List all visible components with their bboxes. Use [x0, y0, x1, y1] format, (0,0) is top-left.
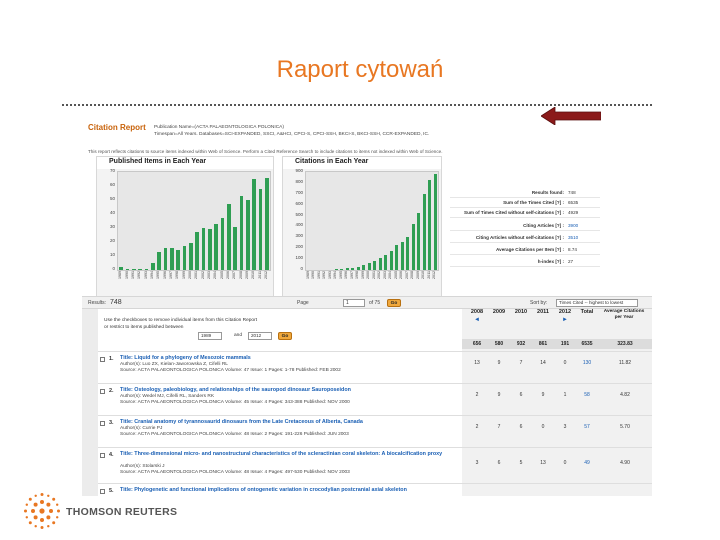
chart-bar [357, 267, 360, 270]
y-tick-label: 50 [109, 196, 115, 201]
x-tick-label: 1998 [175, 271, 180, 279]
metric-value: 8.74 [568, 247, 577, 252]
dotted-divider [62, 104, 652, 106]
result-row [98, 383, 652, 415]
chart-bar [335, 269, 338, 270]
result-row [98, 415, 652, 447]
slide-title: Raport cytowań [276, 56, 444, 83]
total-cell: 580 [494, 341, 504, 347]
chart-bar [252, 179, 256, 270]
year-cell: 7 [519, 360, 523, 366]
chart-bar [406, 237, 409, 270]
average-cell: 11.82 [618, 360, 632, 366]
left-margin-column [82, 309, 98, 496]
year-cell: 0 [563, 360, 567, 366]
x-tick-label: 2012 [263, 271, 268, 279]
y-tick-label: 40 [109, 210, 115, 215]
year-cell: 3 [475, 460, 479, 466]
x-tick-label: 1990 [124, 271, 129, 279]
y-tick-label: 60 [109, 182, 115, 187]
results-label: Results: [88, 300, 107, 306]
x-tick-label: 2005 [219, 271, 224, 279]
totals-row [462, 339, 652, 349]
row-source: Source: ACTA PALAEONTOLOGICA POLONICA Volume: 48 Issue: 4 Pages: 497-530 Published: NOV 2003 [120, 470, 350, 475]
thomson-reuters-wordmark: THOMSON REUTERS [66, 506, 178, 518]
y-tick-label: 800 [295, 178, 303, 184]
x-tick-label: 2007 [232, 271, 237, 279]
x-tick-label: 1999 [360, 271, 365, 279]
row-checkbox[interactable] [100, 453, 105, 458]
chart-bar [401, 242, 404, 270]
x-tick-label: 2006 [399, 271, 404, 279]
x-tick-label: 2011 [426, 271, 431, 279]
y-tick-label: 20 [109, 238, 115, 243]
year-cell: 5 [519, 460, 523, 466]
x-tick-label: 2000 [187, 271, 192, 279]
y-tick-label: 400 [295, 222, 303, 228]
x-tick-label: 2011 [257, 271, 262, 279]
next-years-arrow[interactable]: ► [562, 317, 568, 323]
x-tick-label: 2008 [238, 271, 243, 279]
average-column-header: Average Citations per Year [603, 309, 645, 320]
total-citations-link[interactable]: 49 [584, 460, 590, 466]
chart-bar [145, 269, 149, 270]
y-tick-label: 900 [295, 168, 303, 173]
row-title-link[interactable]: Title: Cranial anatomy of tyrannosaurid dinosaurs from the Late Cretaceous of Alberta, Canada [120, 419, 363, 425]
citing-without-self-link[interactable]: 3510 [568, 235, 579, 240]
y-tick-label: 200 [295, 244, 303, 250]
chart-bar [346, 268, 349, 270]
x-tick-label: 2001 [371, 271, 376, 279]
metric-sum-without-self [450, 208, 600, 218]
chart-bar [362, 265, 365, 270]
metric-label: Citing Articles [?] : [523, 223, 564, 228]
chart-title-bar [97, 157, 273, 169]
chart-bar [340, 269, 343, 270]
row-number: 5. [109, 488, 114, 494]
sort-select[interactable]: Times Cited -- highest to lowest [556, 299, 638, 307]
from-year-select[interactable]: 1989 [198, 332, 222, 340]
citations-chart-title: Citations in Each Year [295, 158, 369, 165]
x-tick-label: 2004 [388, 271, 393, 279]
thomson-reuters-logo-icon [22, 491, 62, 531]
metric-label: Sum of Times Cited without self-citations [?] : [464, 210, 564, 215]
total-average-cell: 323.83 [617, 341, 633, 347]
row-checkbox[interactable] [100, 389, 105, 394]
chart-bar [240, 196, 244, 270]
row-authors: Author(s): Currie PJ [120, 426, 163, 431]
x-tick-label: 1997 [349, 271, 354, 279]
chart-bar [195, 232, 199, 270]
page-go-button[interactable]: Go [387, 299, 401, 307]
chart-bar [214, 224, 218, 270]
report-query: Publication Name=(ACTA PALAEONTOLOGICA POLONICA) [154, 125, 284, 130]
metric-h-index [450, 257, 600, 267]
year-cell: 2 [475, 392, 479, 398]
x-tick-label: 1999 [181, 271, 186, 279]
x-tick-label: 1996 [344, 271, 349, 279]
year-cell: 14 [540, 360, 546, 366]
row-authors: Author(s): Wedel MJ, Cifelli RL, Sanders RK [120, 394, 215, 399]
previous-years-arrow[interactable]: ◄ [474, 317, 480, 323]
metric-label: Sum of the Times Cited [?] : [503, 200, 564, 205]
x-tick-label: 1994 [149, 271, 154, 279]
row-number: 2. [109, 388, 114, 394]
metric-value: 748 [568, 190, 576, 195]
row-source: Source: ACTA PALAEONTOLOGICA POLONICA Volume: 45 Issue: 4 Pages: 343-388 Published: NOV 2000 [120, 400, 350, 405]
total-citations-link[interactable]: 130 [582, 360, 592, 366]
x-tick-label: 2012 [432, 271, 437, 279]
published-plot-area [117, 171, 271, 271]
chart-bar [373, 261, 376, 270]
x-tick-label: 1991 [316, 271, 321, 279]
x-tick-label: 2009 [415, 271, 420, 279]
total-cell: 932 [516, 341, 526, 347]
page-of-label: of 75 [369, 300, 381, 306]
chart-bar [170, 248, 174, 270]
chart-bar [164, 248, 168, 270]
metric-results-found [450, 188, 600, 198]
row-title-link[interactable]: Title: Liquid for a phylogeny of Mesozoic mammals [120, 355, 251, 361]
year-cell: 9 [541, 392, 545, 398]
year-column-header: 2012 [558, 309, 572, 315]
result-row [98, 483, 652, 496]
x-tick-label: 2003 [382, 271, 387, 279]
chart-bar [227, 204, 231, 270]
chart-bar [119, 267, 123, 270]
y-tick-label: 10 [109, 252, 115, 257]
chart-bar [132, 269, 136, 270]
x-tick-label: 1993 [143, 271, 148, 279]
x-tick-label: 2003 [206, 271, 211, 279]
year-cell: 0 [541, 424, 545, 430]
results-table [98, 309, 652, 496]
x-tick-label: 2000 [366, 271, 371, 279]
metric-label: Results found: [531, 190, 564, 195]
x-tick-label: 1997 [168, 271, 173, 279]
year-cell: 9 [497, 360, 501, 366]
x-tick-label: 1989 [305, 271, 310, 279]
citations-plot-area [305, 171, 439, 271]
x-tick-label: 2002 [200, 271, 205, 279]
result-row [98, 447, 652, 483]
average-cell: 4.82 [620, 392, 630, 398]
row-number: 1. [109, 356, 114, 362]
x-tick-label: 2006 [225, 271, 230, 279]
year-column-header: 2008 [470, 309, 484, 315]
row-checkbox[interactable] [100, 421, 105, 426]
chart-bar [368, 263, 371, 270]
x-tick-label: 1996 [162, 271, 167, 279]
year-column-header: 2009 [492, 309, 506, 315]
year-cell: 0 [563, 460, 567, 466]
year-cell: 1 [563, 392, 567, 398]
result-row [98, 351, 652, 383]
row-title-link[interactable]: Title: Osteology, paleobiology, and relationships of the sauropod dinosaur Sauroposeidon [120, 387, 351, 393]
chart-bar [379, 258, 382, 270]
x-tick-label: 1995 [156, 271, 161, 279]
metric-sum-times-cited [450, 198, 600, 208]
x-tick-label: 2009 [244, 271, 249, 279]
x-tick-label: 1998 [355, 271, 360, 279]
row-checkbox[interactable] [100, 357, 105, 362]
citing-articles-link[interactable]: 3900 [568, 223, 579, 228]
chart-bar [428, 180, 431, 270]
chart-bar [138, 269, 142, 270]
x-tick-label: 1992 [322, 271, 327, 279]
metric-value: 27 [568, 259, 574, 264]
chart-bar [221, 218, 225, 270]
row-number: 4. [109, 452, 114, 458]
year-column-header: 2011 [537, 309, 549, 315]
row-authors: Author(s): Luo ZX, Kielan-Jaworowska Z, Cifelli RL [120, 362, 228, 367]
total-citations-link[interactable]: 58 [584, 392, 590, 398]
x-tick-label: 2010 [251, 271, 256, 279]
x-tick-label: 1995 [338, 271, 343, 279]
row-number: 3. [109, 420, 114, 426]
chart-bar [189, 243, 193, 270]
x-tick-label: 1992 [137, 271, 142, 279]
report-title: Citation Report [88, 123, 146, 132]
metric-value: 4929 [568, 210, 579, 215]
chart-bar [183, 246, 187, 270]
x-tick-label: 2008 [410, 271, 415, 279]
y-tick-label: 600 [295, 200, 303, 206]
total-cell: 656 [472, 341, 482, 347]
metric-label: Citing Articles without self-citations [?] : [475, 235, 564, 240]
chart-bar [423, 194, 426, 270]
x-tick-label: 2001 [194, 271, 199, 279]
x-tick-label: 2004 [213, 271, 218, 279]
metric-citing-articles[interactable] [450, 221, 600, 231]
row-source: Source: ACTA PALAEONTOLOGICA POLONICA Volume: 48 Issue: 2 Pages: 191-226 Published: JUN 2003 [120, 432, 349, 437]
x-tick-label: 1989 [118, 271, 123, 279]
x-tick-label: 1990 [311, 271, 316, 279]
page-label: Page [297, 300, 309, 306]
y-tick-label: 70 [109, 168, 115, 173]
row-title-link[interactable]: Title: Three-dimensional micro- and nanostructural characteristics of the scleractinian coral skeleton: A biocalcification proxy [120, 451, 443, 457]
row-authors: Author(s): Stolarski J [120, 464, 165, 469]
row-title-link[interactable]: Title: Phylogenetic and functional implications of ontogenetic variation in crocodylian postcranial axial skeleton [120, 487, 407, 493]
sort-label: Sort by: [530, 300, 548, 306]
chart-bar [151, 263, 155, 270]
citations-chart [282, 156, 442, 298]
year-cell: 6 [497, 460, 501, 466]
results-count: 748 [110, 299, 122, 306]
year-cell: 2 [475, 424, 479, 430]
metric-label: Average Citations per Item [?] : [496, 247, 564, 252]
total-column-header: Total [580, 309, 594, 315]
y-tick-label: 0 [300, 266, 303, 271]
restrict-go-button[interactable]: Go [278, 332, 292, 340]
year-cell: 3 [563, 424, 567, 430]
results-sort-bar [82, 296, 652, 309]
y-tick-label: 30 [109, 224, 115, 229]
to-year-select[interactable]: 2012 [248, 332, 272, 340]
chart-bar [265, 178, 269, 270]
x-tick-label: 2005 [393, 271, 398, 279]
chart-bar [384, 255, 387, 270]
citation-report-screenshot [82, 118, 652, 496]
chart-bar [434, 174, 437, 270]
y-tick-label: 500 [295, 211, 303, 217]
chart-bar [395, 245, 398, 270]
row-source: Source: ACTA PALAEONTOLOGICA POLONICA Volume: 47 Issue: 1 Pages: 1-78 Published: FEB 2002 [120, 368, 341, 373]
metric-citing-without-self[interactable] [450, 233, 600, 243]
published-chart-title: Published Items in Each Year [109, 158, 207, 165]
total-cell: 191 [560, 341, 570, 347]
chart-bar [176, 250, 180, 270]
year-cell: 7 [497, 424, 501, 430]
year-cell: 6 [519, 424, 523, 430]
report-timespan: Timespan=All Years. Databases=SCI-EXPANDED, SSCI, A&HCI, CPCI-S, CPCI-SSH, BKCI-S, BKCI-SSH, CCR-EXPANDED, IC. [154, 132, 430, 137]
year-cell: 13 [474, 360, 480, 366]
metric-average-citations [450, 245, 600, 255]
year-cell: 9 [497, 392, 501, 398]
chart-bar [390, 251, 393, 270]
restrict-instruction: Use the checkboxes to remove individual items from this Citation Report [104, 318, 258, 323]
year-column-header: 2010 [514, 309, 528, 315]
chart-bar [259, 189, 263, 270]
chart-title-bar [283, 157, 441, 169]
and-label: and [234, 333, 243, 338]
average-cell: 4.90 [620, 460, 630, 466]
chart-bar [126, 269, 130, 270]
restrict-years-label: or restrict to items published between [104, 325, 184, 330]
y-tick-label: 300 [295, 233, 303, 239]
chart-bar [208, 229, 212, 270]
year-cell: 13 [540, 460, 546, 466]
year-cell: 6 [519, 392, 523, 398]
report-note: This report reflects citations to source items indexed within Web of Science. Perform a Cited Reference Search to include citations to items not indexed within Web of Science. [88, 149, 443, 154]
total-cell: 861 [538, 341, 548, 347]
x-tick-label: 1994 [333, 271, 338, 279]
chart-bar [417, 213, 420, 270]
chart-bar [351, 268, 354, 270]
metric-value: 6535 [568, 200, 579, 205]
y-tick-label: 700 [295, 189, 303, 195]
x-tick-label: 1993 [327, 271, 332, 279]
x-tick-label: 2007 [404, 271, 409, 279]
y-tick-label: 0 [112, 266, 115, 271]
chart-bar [202, 228, 206, 270]
x-tick-label: 1991 [130, 271, 135, 279]
x-tick-label: 2002 [377, 271, 382, 279]
chart-bar [246, 200, 250, 270]
average-cell: 5.70 [620, 424, 630, 430]
highlight-arrow-icon [541, 107, 601, 125]
chart-bar [412, 224, 415, 270]
y-tick-label: 100 [295, 255, 303, 261]
total-citations-link[interactable]: 57 [584, 424, 590, 430]
chart-bar [233, 227, 237, 270]
x-tick-label: 2010 [421, 271, 426, 279]
total-cell: 6535 [581, 341, 593, 347]
chart-bar [157, 252, 161, 270]
metric-label: h-index [?] : [537, 259, 564, 264]
row-checkbox[interactable] [100, 489, 105, 494]
published-items-chart [96, 156, 274, 298]
page-number-input[interactable]: 1 [343, 299, 365, 307]
restrict-controls [98, 309, 478, 349]
